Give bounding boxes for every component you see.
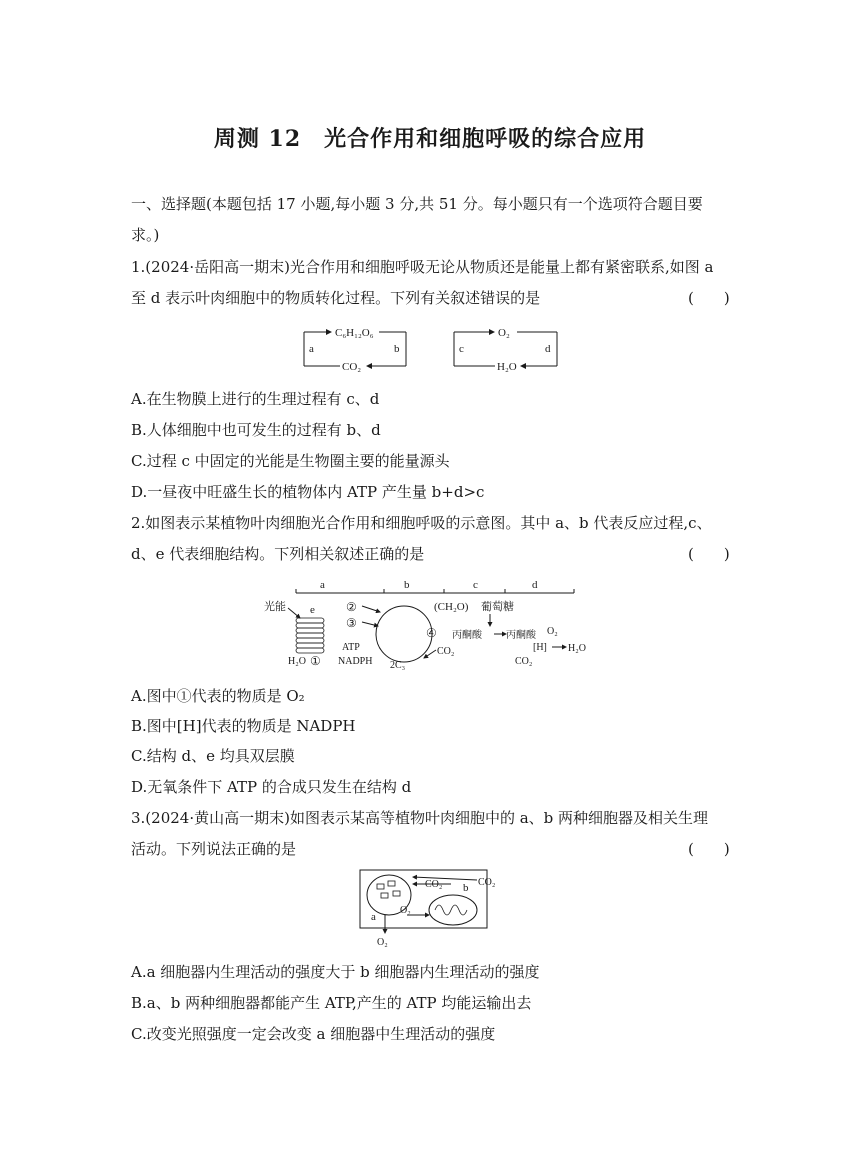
q2-fig-thylakoid	[296, 618, 324, 653]
q2-fig-label-b: b	[404, 579, 410, 591]
q3-fig-label-a: a	[371, 911, 376, 923]
q1-fig-label-a: a	[309, 343, 314, 355]
q1-stem-line-1: 1.(2024·岳阳高一期末)光合作用和细胞呼吸无论从物质还是能量上都有紧密联系,如图 a	[131, 258, 714, 276]
q3-stem-line-1: 3.(2024·黄山高一期末)如图表示某高等植物叶肉细胞中的 a、b 两种细胞器及相关生理	[131, 809, 709, 827]
q1-fig-co2: CO₂	[342, 361, 362, 373]
q2-fig-n2: ②	[346, 600, 357, 614]
q1-fig-label-d: d	[545, 343, 551, 355]
q1-fig-glucose: C₆H₁₂O₆	[335, 327, 374, 339]
q2-fig-h: [H]	[533, 642, 547, 653]
q2-fig-calvin-cycle	[376, 606, 432, 662]
q2-fig-pyruvate-1: 丙酮酸	[452, 630, 482, 641]
q3-stem-line-2: 活动。下列说法正确的是	[131, 840, 297, 858]
page-title: 周测 12 光合作用和细胞呼吸的综合应用	[213, 126, 647, 152]
q3-fig-o2-outer: O₂	[377, 937, 388, 948]
q2-option-b: B.图中[H]代表的物质是 NADPH	[131, 717, 356, 735]
q3-fig-co2-inner: CO₂	[425, 879, 443, 890]
section-header-line-1: 一、选择题(本题包括 17 小题,每小题 3 分,共 51 分。每小题只有一个选项符合题目要	[131, 195, 703, 213]
q3-option-b: B.a、b 两种细胞器都能产生 ATP,产生的 ATP 均能运输出去	[131, 994, 532, 1012]
q3-fig-mitochondrion	[429, 895, 477, 925]
q2-fig-glucose: 葡萄糖	[481, 601, 514, 613]
q3-option-a: A.a 细胞器内生理活动的强度大于 b 细胞器内生理活动的强度	[131, 963, 540, 981]
q3-answer-blank: ( )	[688, 840, 730, 858]
q3-figure	[355, 867, 510, 952]
q2-figure	[262, 578, 597, 670]
q2-fig-h2o-out: H₂O	[568, 643, 586, 654]
q2-fig-co2-left: CO₂	[437, 646, 455, 657]
q3-option-c: C.改变光照强度一定会改变 a 细胞器中生理活动的强度	[131, 1025, 496, 1043]
q1-stem-line-2: 至 d 表示叶肉细胞中的物质转化过程。下列有关叙述错误的是	[131, 289, 541, 307]
q2-fig-n1: ①	[310, 654, 321, 668]
q2-answer-blank: ( )	[688, 545, 730, 563]
q2-option-a: A.图中①代表的物质是 O₂	[131, 687, 305, 705]
q1-fig-label-b: b	[394, 343, 400, 355]
q1-option-c: C.过程 c 中固定的光能是生物圈主要的能量源头	[131, 452, 450, 470]
q2-fig-h2o: H₂O	[288, 656, 306, 667]
q2-stem-line-1: 2.如图表示某植物叶肉细胞光合作用和细胞呼吸的示意图。其中 a、b 代表反应过程,c、	[131, 514, 712, 532]
q2-fig-c3: 2C₃	[390, 660, 406, 670]
q1-option-a: A.在生物膜上进行的生理过程有 c、d	[131, 390, 380, 408]
q3-fig-cell-boundary	[360, 870, 487, 928]
q2-fig-n4: ④	[426, 626, 437, 640]
q1-option-d: D.一昼夜中旺盛生长的植物体内 ATP 产生量 b+d>c	[131, 483, 485, 501]
q2-option-c: C.结构 d、e 均具双层膜	[131, 747, 295, 765]
q3-fig-co2-outer: CO₂	[478, 877, 496, 888]
q1-fig-o2: O₂	[498, 327, 510, 339]
q2-fig-label-e: e	[310, 604, 315, 616]
q2-fig-label-d: d	[532, 579, 538, 591]
q2-fig-nadph: NADPH	[338, 656, 373, 667]
q2-stem-line-2: d、e 代表细胞结构。下列相关叙述正确的是	[131, 545, 425, 563]
q1-answer-blank: ( )	[688, 289, 730, 307]
q1-option-b: B.人体细胞中也可发生的过程有 b、d	[131, 421, 381, 439]
q2-fig-label-a: a	[320, 579, 325, 591]
q3-fig-o2-inner: O₂	[400, 905, 411, 916]
q2-fig-pyruvate-2: 丙酮酸	[506, 630, 536, 641]
q2-fig-o2: O₂	[547, 626, 558, 637]
q1-fig-label-c: c	[459, 343, 464, 355]
q3-fig-label-b: b	[463, 882, 469, 894]
q1-fig-h2o: H₂O	[497, 361, 517, 373]
q2-fig-label-c: c	[473, 579, 478, 591]
q2-fig-ch2o: (CH₂O)	[434, 601, 469, 613]
q2-fig-co2-right: CO₂	[515, 656, 533, 667]
q2-fig-n3: ③	[346, 616, 357, 630]
q1-figure	[295, 318, 565, 376]
q2-fig-light: 光能	[264, 601, 286, 613]
section-header-line-2: 求。)	[131, 226, 160, 244]
q2-option-d: D.无氧条件下 ATP 的合成只发生在结构 d	[131, 778, 412, 796]
q2-fig-atp: ATP	[342, 642, 360, 653]
